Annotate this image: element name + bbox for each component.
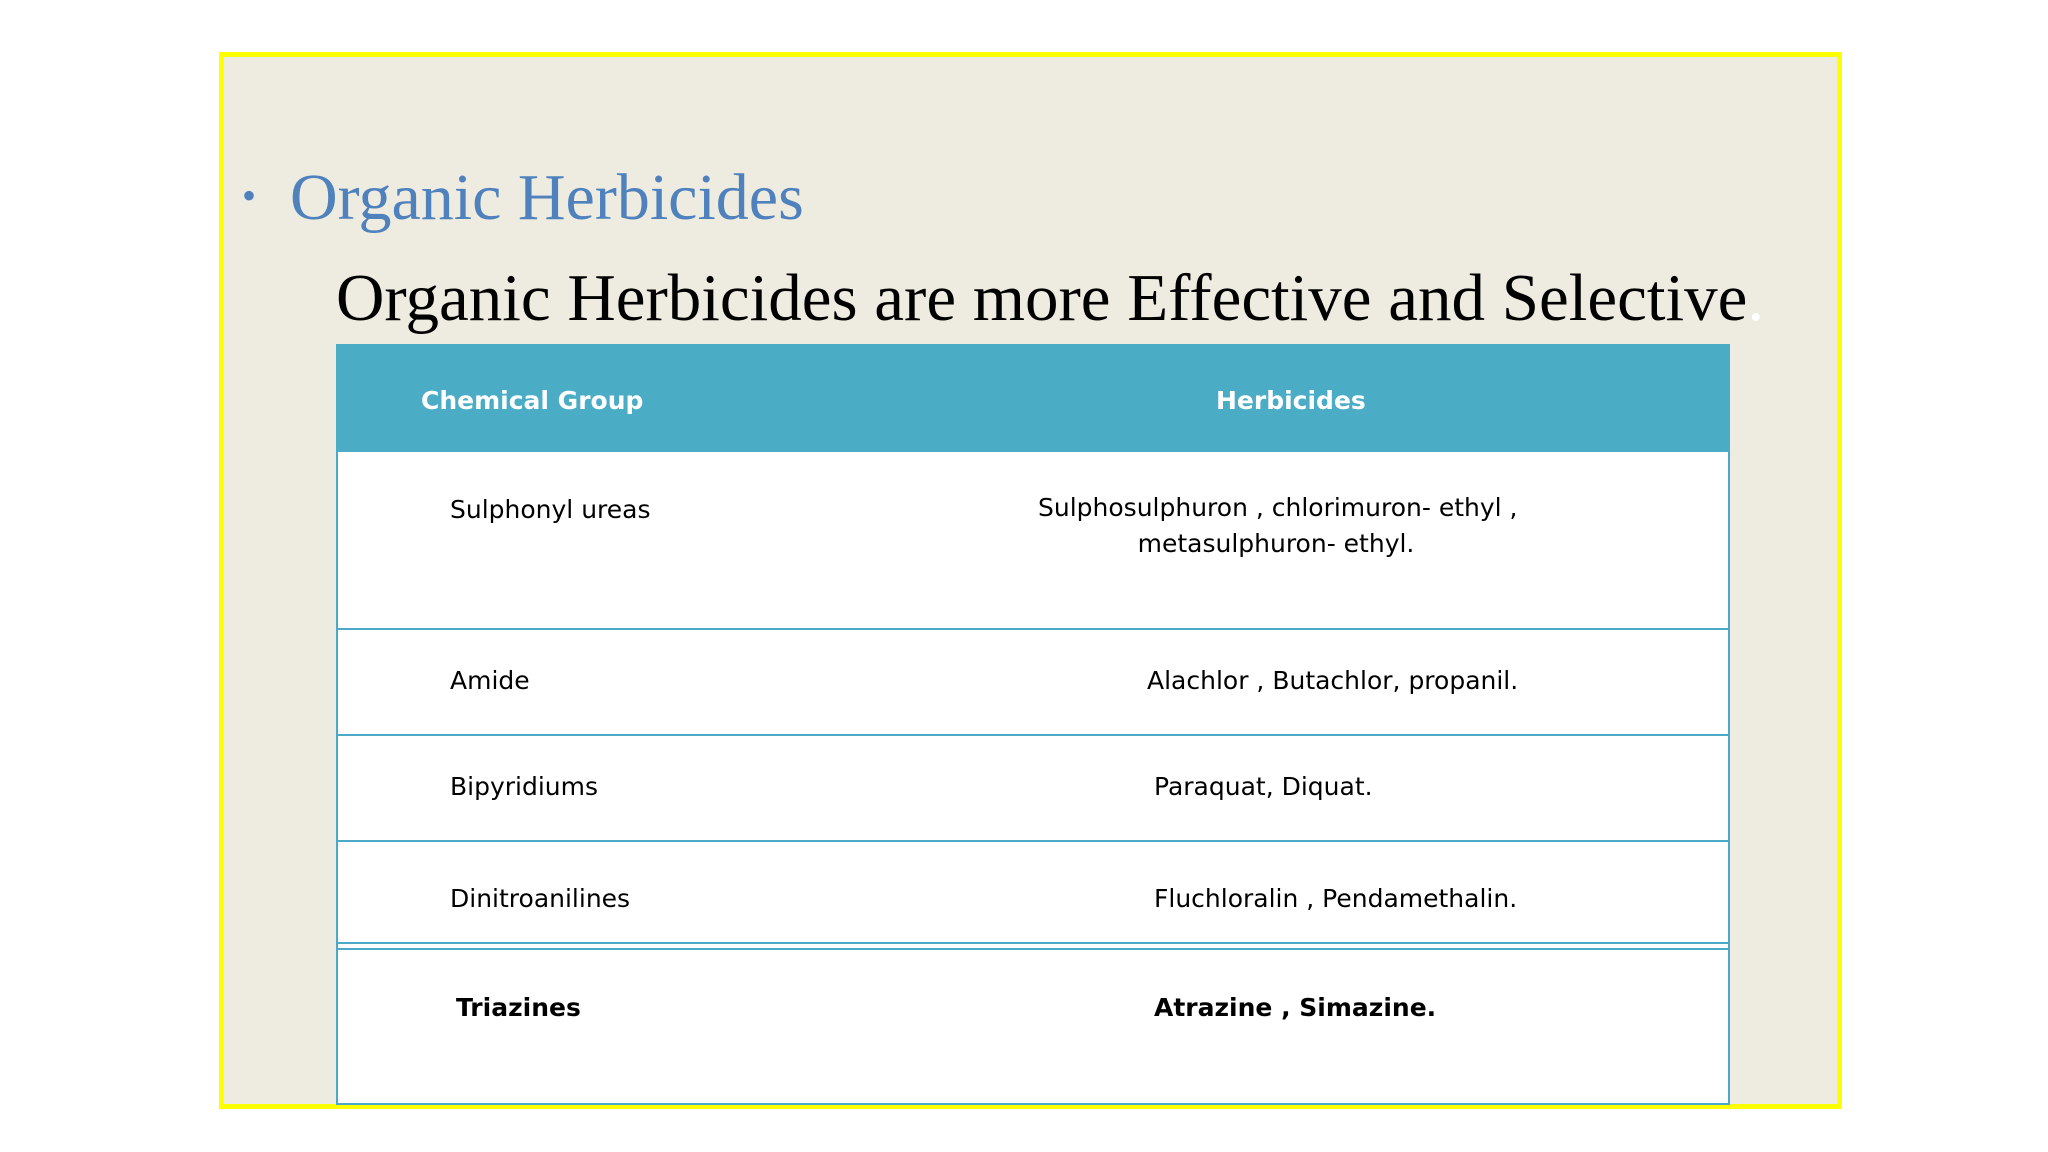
cell-herbicides: Alachlor , Butachlor, propanil. [1147,666,1519,695]
cell-group: Dinitroanilines [450,884,631,913]
table-row [338,842,1728,942]
slide [219,52,1842,1109]
cell-group: Amide [450,666,530,695]
table-row [338,630,1728,734]
table-header [336,344,1730,452]
cell-group: Bipyridiums [450,772,599,801]
bullet-icon: • [242,173,257,218]
row-divider [338,942,1728,944]
header-chemical-group: Chemical Group [421,386,644,415]
herbicide-table [336,344,1730,1105]
cell-herbicides: Paraquat, Diquat. [1154,772,1373,801]
subheading-text: Organic Herbicides are more Effective and Selective [336,261,1748,335]
table-row [338,452,1728,628]
cell-group: Sulphonyl ureas [450,495,651,524]
cell-herbicides-line2: metasulphuron- ethyl. [1137,529,1415,558]
heading-row [242,161,804,234]
table-row [338,950,1728,1103]
slide-heading: Organic Herbicides [290,161,804,234]
slide-subheading [336,261,1765,335]
cell-herbicides: Atrazine , Simazine. [1154,993,1437,1022]
cell-herbicides: Fluchloralin , Pendamethalin. [1154,884,1518,913]
table-row [338,736,1728,840]
header-herbicides: Herbicides [1216,386,1366,415]
cell-herbicides [1038,490,1518,562]
subheading-period: . [1747,261,1765,335]
cell-herbicides-line1: Sulphosulphuron , chlorimuron- ethyl , [1038,493,1518,522]
cell-group: Triazines [456,993,581,1022]
